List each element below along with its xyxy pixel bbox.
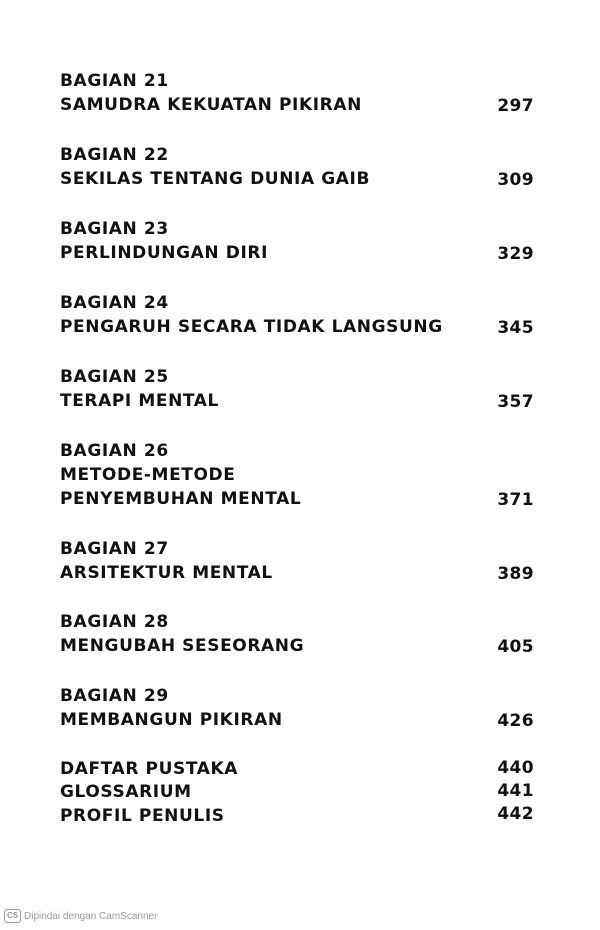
part-label: BAGIAN 26 bbox=[60, 441, 169, 461]
back-matter-title: GLOSSARIUM bbox=[60, 782, 192, 802]
part-label: BAGIAN 24 bbox=[60, 293, 169, 313]
chapter-title: MEMBANGUN PIKIRAN bbox=[60, 710, 283, 730]
chapter-title: TERAPI MENTAL bbox=[60, 391, 219, 411]
page-number: 405 bbox=[497, 637, 534, 657]
page-number: 329 bbox=[497, 244, 534, 264]
chapter-title: PENYEMBUHAN MENTAL bbox=[60, 489, 302, 509]
page-number: 309 bbox=[497, 170, 534, 190]
back-matter-title: PROFIL PENULIS bbox=[60, 806, 225, 826]
part-label: BAGIAN 28 bbox=[60, 612, 169, 632]
part-label: BAGIAN 25 bbox=[60, 367, 169, 387]
page-number: 442 bbox=[497, 804, 534, 824]
chapter-title: PERLINDUNGAN DIRI bbox=[60, 243, 268, 263]
chapter-title: METODE-METODE bbox=[60, 465, 236, 485]
chapter-title: SAMUDRA KEKUATAN PIKIRAN bbox=[60, 95, 362, 115]
part-label: BAGIAN 29 bbox=[60, 686, 169, 706]
back-matter-title: DAFTAR PUSTAKA bbox=[60, 759, 238, 779]
scanner-watermark bbox=[4, 909, 157, 923]
page-number: 426 bbox=[497, 711, 534, 731]
chapter-title: MENGUBAH SESEORANG bbox=[60, 636, 305, 656]
page-number: 345 bbox=[497, 318, 534, 338]
page-number: 441 bbox=[497, 781, 534, 801]
page-number: 389 bbox=[497, 564, 534, 584]
chapter-title: SEKILAS TENTANG DUNIA GAIB bbox=[60, 169, 371, 189]
part-label: BAGIAN 27 bbox=[60, 539, 169, 559]
page-number: 440 bbox=[497, 758, 534, 778]
part-label: BAGIAN 21 bbox=[60, 71, 169, 91]
chapter-title: PENGARUH SECARA TIDAK LANGSUNG bbox=[60, 317, 443, 337]
part-label: BAGIAN 22 bbox=[60, 145, 169, 165]
chapter-title: ARSITEKTUR MENTAL bbox=[60, 563, 273, 583]
watermark-text: Dipindai dengan CamScanner bbox=[24, 910, 158, 922]
page-number: 357 bbox=[497, 392, 534, 412]
page-number: 371 bbox=[497, 490, 534, 510]
part-label: BAGIAN 23 bbox=[60, 219, 169, 239]
camscanner-icon: CS bbox=[4, 909, 21, 923]
page-number: 297 bbox=[497, 96, 534, 116]
